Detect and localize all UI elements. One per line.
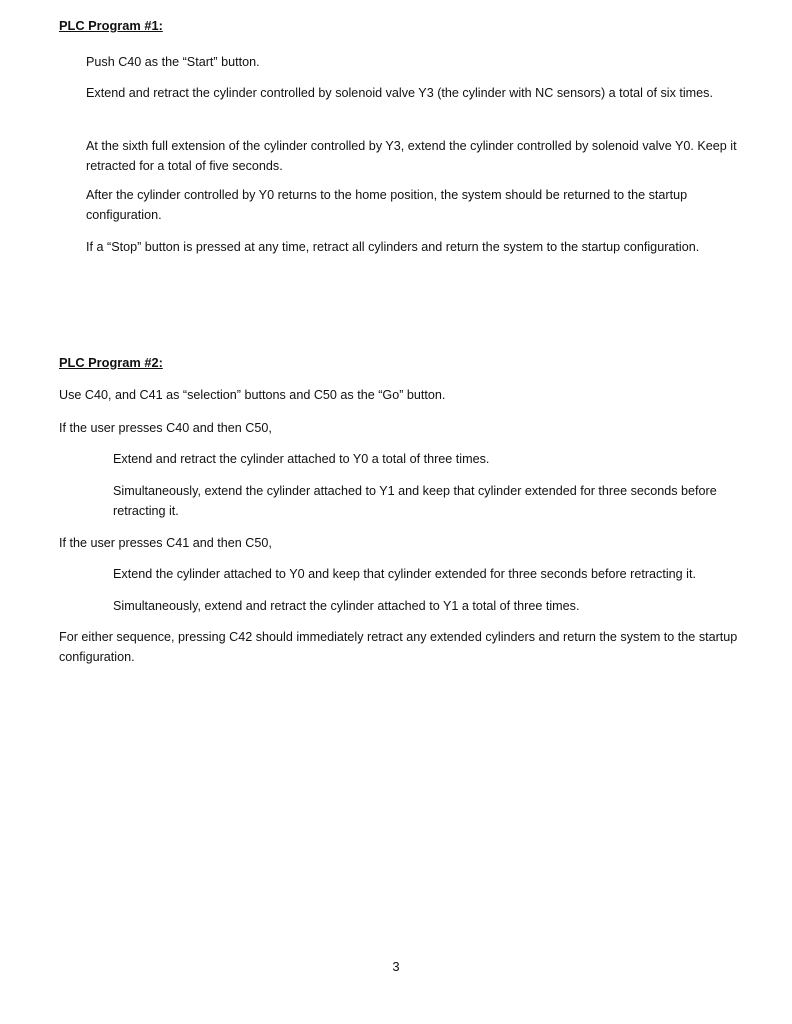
program-2-case-2-y1: Simultaneously, extend and retract the cylinder attached to Y1 a total of three times. (113, 599, 580, 613)
program-2-heading: PLC Program #2: (59, 355, 163, 370)
program-1-step-y3-cycle: Extend and retract the cylinder controlled by solenoid valve Y3 (the cylinder with NC sensors) a total of six times. (86, 86, 713, 100)
program-2-case-1-y0: Extend and retract the cylinder attached to Y0 a total of three times. (113, 452, 490, 466)
program-1-step-start: Push C40 as the “Start” button. (86, 55, 260, 69)
program-1-step-stop: If a “Stop” button is pressed at any time, retract all cylinders and return the system to the startup configuration. (86, 240, 700, 254)
program-2-case-2-label: If the user presses C41 and then C50, (59, 536, 272, 550)
program-1-step-home: After the cylinder controlled by Y0 returns to the home position, the system should be returned to the startup configuration. (86, 188, 688, 222)
program-2-intro: Use C40, and C41 as “selection” buttons and C50 as the “Go” button. (59, 388, 446, 402)
program-1-step-y0-extend: At the sixth full extension of the cylinder controlled by Y3, extend the cylinder controlled by solenoid valve Y0. Keep it retracted for a total of five seconds. (86, 139, 737, 173)
program-1-heading: PLC Program #1: (59, 18, 163, 33)
program-2-case-2-y0: Extend the cylinder attached to Y0 and keep that cylinder extended for three seconds before retracting it. (113, 567, 696, 581)
program-2-closing: For either sequence, pressing C42 should immediately retract any extended cylinders and return the system to the startup configuration. (59, 630, 738, 664)
program-2-case-1-y1: Simultaneously, extend the cylinder attached to Y1 and keep that cylinder extended for three seconds before retracting it. (113, 484, 717, 518)
program-2-case-1-label: If the user presses C40 and then C50, (59, 421, 272, 435)
page-number: 3 (392, 959, 400, 974)
